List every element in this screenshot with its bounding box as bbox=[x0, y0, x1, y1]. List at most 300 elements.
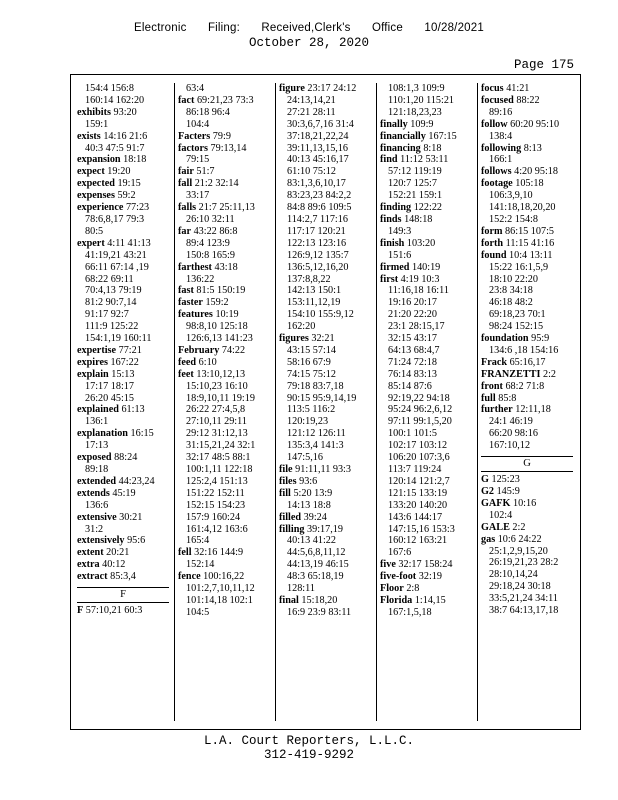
index-word: extra bbox=[77, 559, 100, 571]
page-line-references: 125:23 bbox=[491, 474, 520, 486]
index-continuation-line bbox=[481, 214, 579, 226]
index-continuation-line bbox=[279, 428, 377, 440]
index-word: expect bbox=[77, 166, 105, 178]
index-entry bbox=[481, 119, 579, 131]
index-continuation-line bbox=[178, 500, 276, 512]
index-continuation-line bbox=[279, 404, 377, 416]
page-line-references: 145:9 bbox=[496, 486, 520, 497]
page-line-references: 103:20 bbox=[406, 237, 436, 249]
page-line-references: 167:6 bbox=[388, 547, 412, 559]
page-line-references: 16:9 23:9 83:11 bbox=[287, 606, 352, 618]
page-line-references: 79:9 bbox=[212, 130, 231, 142]
page-line-references: 40:13 41:22 bbox=[287, 535, 336, 547]
page-line-references: 138:4 bbox=[489, 130, 513, 142]
page-line-references: 128:11 bbox=[287, 583, 315, 595]
index-word: financing bbox=[380, 142, 421, 154]
page-line-references: 121:15 133:19 bbox=[388, 487, 448, 499]
index-word: form bbox=[481, 225, 503, 237]
page-line-references: 33:17 bbox=[186, 190, 210, 202]
page-line-references: 11:16,18 16:11 bbox=[388, 285, 449, 297]
index-column-2 bbox=[178, 83, 276, 725]
index-entry bbox=[178, 285, 276, 297]
index-entry bbox=[77, 512, 175, 524]
index-continuation-line bbox=[178, 535, 276, 547]
index-word: F bbox=[77, 605, 84, 617]
index-word: exhibits bbox=[77, 106, 111, 118]
page-line-references: 17:17 18:17 bbox=[85, 380, 134, 392]
index-continuation-line bbox=[279, 500, 377, 512]
index-entry bbox=[481, 474, 579, 486]
index-word: fast bbox=[178, 285, 194, 297]
index-word: full bbox=[481, 392, 496, 404]
index-word: foundation bbox=[481, 333, 529, 345]
page-line-references: 71:24 72:18 bbox=[388, 356, 437, 368]
index-entry bbox=[77, 605, 175, 617]
index-continuation-line bbox=[279, 535, 377, 547]
index-continuation-line bbox=[380, 107, 478, 119]
page-line-references: 26:20 45:15 bbox=[85, 392, 134, 404]
index-word: expert bbox=[77, 237, 105, 249]
index-word: fence bbox=[178, 571, 201, 583]
index-entry bbox=[279, 83, 377, 95]
page-line-references: 97:11 99:1,5,20 bbox=[388, 416, 452, 428]
page-line-references: 20:21 bbox=[106, 547, 130, 559]
index-entry bbox=[481, 333, 579, 345]
page-line-references: 61:10 75:12 bbox=[287, 166, 336, 178]
page-line-references: 79:13,14 bbox=[210, 142, 247, 154]
page-line-references: 11:15 41:16 bbox=[505, 237, 555, 249]
filing-date: 10/28/2021 bbox=[424, 22, 484, 34]
index-continuation-line bbox=[77, 321, 175, 333]
page-line-references: 19:16 20:17 bbox=[388, 297, 437, 309]
index-word: focus bbox=[481, 83, 504, 94]
index-word: feed bbox=[178, 356, 197, 368]
index-entry bbox=[481, 250, 579, 262]
page-line-references: 84:8 89:6 109:5 bbox=[287, 202, 352, 214]
index-entry bbox=[77, 488, 175, 500]
page-line-references: 79:15 bbox=[186, 154, 210, 166]
filing-electronic: Electronic bbox=[134, 22, 187, 34]
page-line-references: 59:2 bbox=[117, 190, 136, 202]
page-line-references: 126:6,13 141:23 bbox=[186, 333, 253, 345]
index-continuation-line bbox=[380, 95, 478, 107]
index-continuation-line bbox=[380, 464, 478, 476]
page-line-references: 85:8 bbox=[498, 392, 517, 404]
index-continuation-line bbox=[380, 297, 478, 309]
index-entry bbox=[178, 226, 276, 238]
index-continuation-line bbox=[77, 119, 175, 131]
index-continuation-line bbox=[279, 416, 377, 428]
page-line-references: 147:15,16 153:3 bbox=[388, 523, 455, 535]
index-continuation-line bbox=[77, 381, 175, 393]
index-word: front bbox=[481, 380, 503, 392]
index-continuation-line bbox=[77, 95, 175, 107]
page-line-references: 37:18,21,22,24 bbox=[287, 130, 349, 142]
index-entry bbox=[178, 202, 276, 214]
page-line-references: 167:15 bbox=[428, 130, 457, 142]
page-line-references: 32:15 43:17 bbox=[388, 333, 437, 345]
index-word: Florida bbox=[380, 594, 413, 606]
page-line-references: 45:19 bbox=[112, 487, 136, 499]
index-column-1 bbox=[77, 83, 175, 725]
index-continuation-line bbox=[77, 500, 175, 512]
page-line-references: 15:22 16:1,5,9 bbox=[489, 261, 549, 273]
index-word: feet bbox=[178, 368, 194, 380]
index-continuation-line bbox=[279, 190, 377, 202]
index-entry bbox=[77, 166, 175, 178]
page-line-references: 18:10 22:20 bbox=[489, 273, 538, 285]
page-line-references: 41:21 bbox=[506, 83, 530, 94]
index-word: expertise bbox=[77, 344, 117, 356]
page-line-references: 10:4 13:11 bbox=[509, 249, 553, 261]
index-word: final bbox=[279, 594, 299, 606]
index-continuation-line bbox=[178, 250, 276, 262]
index-entry bbox=[481, 357, 579, 369]
page-line-references: 28:10,14,24 bbox=[489, 569, 538, 581]
index-continuation-line bbox=[380, 381, 478, 393]
page-line-references: 30:3,6,7,16 31:4 bbox=[287, 118, 354, 130]
page-line-references: 24:1 46:19 bbox=[489, 416, 533, 428]
page-line-references: 120:14 121:2,7 bbox=[388, 475, 450, 487]
index-continuation-line bbox=[380, 547, 478, 559]
index-entry bbox=[481, 83, 579, 95]
page-line-references: 77:21 bbox=[118, 344, 142, 356]
index-word: extended bbox=[77, 475, 117, 487]
index-continuation-line bbox=[77, 83, 175, 95]
page-line-references: 80:5 bbox=[85, 225, 104, 237]
page-line-references: 143:6 144:17 bbox=[388, 511, 443, 523]
index-entry bbox=[481, 166, 579, 178]
page-line-references: 6:10 bbox=[198, 356, 217, 368]
page-line-references: 31:2 bbox=[85, 523, 104, 535]
page-line-references: 41:19,21 43:21 bbox=[85, 249, 147, 261]
index-entry bbox=[178, 357, 276, 369]
page-line-references: 114:2,7 117:16 bbox=[287, 213, 348, 225]
index-entry bbox=[77, 345, 175, 357]
page-line-references: 88:22 bbox=[516, 94, 540, 106]
page-line-references: 136:5,12,16,20 bbox=[287, 261, 349, 273]
index-entry bbox=[380, 559, 478, 571]
page-line-references: 95:24 96:2,6,12 bbox=[388, 404, 453, 416]
index-entry bbox=[481, 226, 579, 238]
page-line-references: 91:11,11 93:3 bbox=[295, 464, 351, 475]
page-line-references: 26:10 32:11 bbox=[186, 213, 235, 225]
page-line-references: 10:19 bbox=[215, 309, 239, 321]
page-line-references: 86:15 107:5 bbox=[505, 225, 555, 237]
index-word: FRANZETTI bbox=[481, 368, 541, 380]
index-continuation-line bbox=[380, 428, 478, 440]
index-entry bbox=[77, 571, 175, 583]
index-continuation-line bbox=[178, 404, 276, 416]
page-line-references: 12:11,18 bbox=[515, 404, 551, 416]
index-entry bbox=[178, 345, 276, 357]
index-continuation-line bbox=[279, 393, 377, 405]
index-continuation-line bbox=[178, 119, 276, 131]
index-word: fall bbox=[178, 178, 193, 190]
page-line-references: 43:18 bbox=[214, 261, 238, 273]
index-entry bbox=[481, 369, 579, 381]
index-word: first bbox=[380, 273, 399, 285]
index-entry bbox=[481, 498, 579, 510]
page-line-references: 17:13 bbox=[85, 440, 109, 452]
index-continuation-line bbox=[481, 190, 579, 202]
index-word: finally bbox=[380, 118, 408, 130]
index-continuation-line bbox=[279, 547, 377, 559]
index-word: footage bbox=[481, 178, 513, 190]
page-line-references: 81:5 150:19 bbox=[196, 285, 246, 297]
page-line-references: 40:12 bbox=[102, 559, 126, 571]
index-word: expected bbox=[77, 178, 115, 190]
index-continuation-line bbox=[77, 214, 175, 226]
page-line-references: 79:18 83:7,18 bbox=[287, 380, 344, 392]
index-entry bbox=[77, 202, 175, 214]
index-entry bbox=[279, 524, 377, 536]
page-line-references: 113:5 116:2 bbox=[287, 404, 336, 416]
index-word: filling bbox=[279, 523, 305, 535]
page-line-references: 39:17,19 bbox=[307, 523, 343, 535]
index-continuation-line bbox=[380, 476, 478, 488]
index-entry bbox=[77, 559, 175, 571]
page-line-references: 121:12 126:11 bbox=[287, 428, 346, 440]
page-line-references: 78:6,8,17 79:3 bbox=[85, 213, 145, 225]
index-entry bbox=[279, 488, 377, 500]
index-word: G bbox=[481, 474, 489, 486]
index-continuation-line bbox=[178, 214, 276, 226]
index-entry bbox=[178, 178, 276, 190]
index-continuation-line bbox=[178, 452, 276, 464]
index-entry bbox=[279, 595, 377, 607]
index-continuation-line bbox=[380, 393, 478, 405]
index-word: factors bbox=[178, 142, 208, 154]
page-line-references: 89:16 bbox=[489, 106, 513, 118]
page-line-references: 61:13 bbox=[121, 404, 145, 416]
page-line-references: 83:1,3,6,10,17 bbox=[287, 178, 346, 190]
index-word: falls bbox=[178, 202, 197, 214]
page-line-references: 136:22 bbox=[186, 273, 215, 285]
page-line-references: 11:12 53:11 bbox=[400, 154, 449, 166]
page-line-references: 23:1 28:15,17 bbox=[388, 321, 445, 333]
page-line-references: 91:17 92:7 bbox=[85, 309, 129, 321]
page-line-references: 21:2 32:14 bbox=[194, 178, 239, 190]
index-word: found bbox=[481, 249, 507, 261]
page-line-references: 165:4 bbox=[186, 535, 210, 547]
index-continuation-line bbox=[481, 131, 579, 143]
page-line-references: 5:20 13:9 bbox=[293, 487, 333, 499]
index-continuation-line bbox=[279, 274, 377, 286]
index-word: faster bbox=[178, 297, 203, 309]
index-continuation-line bbox=[481, 297, 579, 309]
page-line-references: 126:9,12 135:7 bbox=[287, 249, 349, 261]
page-line-references: 160:12 163:21 bbox=[388, 535, 448, 547]
page-line-references: 2:2 bbox=[512, 521, 526, 533]
page-line-references: 29:18,24 30:18 bbox=[489, 581, 551, 593]
page-line-references: 25:1,2,9,15,20 bbox=[489, 545, 548, 557]
index-continuation-line bbox=[178, 428, 276, 440]
index-continuation-line bbox=[178, 464, 276, 476]
index-continuation-line bbox=[178, 333, 276, 345]
index-entry bbox=[77, 357, 175, 369]
index-word: Floor bbox=[380, 583, 404, 595]
page-line-references: 18:18 bbox=[123, 154, 147, 166]
index-continuation-line bbox=[279, 262, 377, 274]
index-entry bbox=[380, 119, 478, 131]
page-line-references: 10:16 bbox=[512, 497, 537, 509]
index-continuation-line bbox=[77, 262, 175, 274]
index-continuation-line bbox=[279, 369, 377, 381]
index-continuation-line bbox=[279, 285, 377, 297]
page-line-references: 68:2 71:8 bbox=[505, 380, 545, 392]
page-line-references: 135:3,4 141:3 bbox=[287, 440, 344, 452]
index-continuation-line bbox=[380, 226, 478, 238]
index-continuation-line bbox=[279, 202, 377, 214]
page-line-references: 117:17 120:21 bbox=[287, 225, 346, 237]
page-line-references: 58:16 67:9 bbox=[287, 356, 331, 368]
index-continuation-line bbox=[380, 488, 478, 500]
page-line-references: 85:14 87:6 bbox=[388, 380, 432, 392]
index-word: Facters bbox=[178, 130, 211, 142]
index-word: expansion bbox=[77, 154, 121, 166]
index-continuation-line bbox=[77, 226, 175, 238]
index-word: five-foot bbox=[380, 571, 417, 583]
page-line-references: 166:1 bbox=[489, 154, 513, 166]
page-line-references: 24:13,14,21 bbox=[287, 94, 336, 106]
index-entry bbox=[178, 95, 276, 107]
page-line-references: 13:10,12,13 bbox=[196, 368, 246, 380]
index-entry bbox=[178, 547, 276, 559]
page-line-references: 15:13 bbox=[111, 368, 135, 380]
index-entry bbox=[279, 476, 377, 488]
index-continuation-line bbox=[279, 583, 377, 595]
page-line-references: 122:22 bbox=[413, 202, 443, 214]
index-continuation-line bbox=[279, 119, 377, 131]
page-line-references: 110:1,20 115:21 bbox=[388, 94, 455, 106]
index-entry bbox=[380, 274, 478, 286]
page-line-references: 100:16,22 bbox=[203, 571, 245, 583]
page-line-references: 19:20 bbox=[107, 166, 131, 178]
index-entry bbox=[178, 166, 276, 178]
index-entry bbox=[279, 333, 377, 345]
index-entry bbox=[481, 381, 579, 393]
index-word: fair bbox=[178, 166, 194, 178]
index-entry bbox=[77, 107, 175, 119]
index-continuation-line bbox=[77, 524, 175, 536]
index-word: Frack bbox=[481, 356, 508, 368]
index-word: far bbox=[178, 225, 192, 237]
index-continuation-line bbox=[77, 250, 175, 262]
index-continuation-line bbox=[481, 605, 579, 617]
page-line-references: 111:9 125:22 bbox=[85, 321, 139, 333]
index-entry bbox=[481, 486, 579, 498]
index-continuation-line bbox=[77, 393, 175, 405]
page-line-references: 63:4 bbox=[186, 83, 205, 94]
page-line-references: 74:22 bbox=[221, 344, 246, 356]
index-entry bbox=[77, 404, 175, 416]
page-line-references: 43:22 86:8 bbox=[193, 225, 238, 237]
index-entry bbox=[380, 238, 478, 250]
page-line-references: 30:21 bbox=[119, 511, 143, 523]
page-line-references: 149:3 bbox=[388, 225, 412, 237]
index-continuation-line bbox=[380, 357, 478, 369]
index-word: exists bbox=[77, 130, 101, 142]
index-entry bbox=[279, 464, 377, 476]
reporter-company: L.A. Court Reporters, L.L.C. bbox=[203, 734, 415, 748]
index-word: GAFK bbox=[481, 497, 511, 509]
index-continuation-line bbox=[279, 571, 377, 583]
page-line-references: 159:1 bbox=[85, 118, 109, 130]
page-line-references: 32:17 48:5 88:1 bbox=[186, 452, 251, 464]
page-line-references: 105:18 bbox=[515, 178, 544, 190]
page-line-references: 66:20 98:16 bbox=[489, 428, 538, 440]
page-line-references: 16:15 bbox=[130, 428, 154, 440]
page-line-references: 88:24 bbox=[114, 452, 138, 464]
index-continuation-line bbox=[279, 321, 377, 333]
page-line-references: 137:8,8,22 bbox=[287, 273, 331, 285]
page-line-references: 101:2,7,10,11,12 bbox=[186, 583, 255, 595]
page-line-references: 23:17 24:12 bbox=[307, 83, 357, 94]
index-word: figure bbox=[279, 83, 305, 94]
index-word: follows bbox=[481, 166, 512, 178]
page-line-references: 152:14 bbox=[186, 559, 215, 571]
page-line-references: 154:10 155:9,12 bbox=[287, 309, 354, 321]
index-continuation-line bbox=[380, 452, 478, 464]
page-line-references: 51:7 bbox=[196, 166, 215, 178]
index-word: filled bbox=[279, 511, 302, 523]
page-line-references: 44:13,19 46:15 bbox=[287, 559, 349, 571]
section-letter-heading: F bbox=[77, 587, 169, 603]
page-line-references: 120:7 125:7 bbox=[388, 178, 437, 190]
index-continuation-line bbox=[481, 557, 579, 569]
page-line-references: 15:10,23 16:10 bbox=[186, 380, 248, 392]
page-line-references: 27:10,11 29:11 bbox=[186, 416, 247, 428]
page-line-references: 98:8,10 125:18 bbox=[186, 321, 248, 333]
page-line-references: 162:20 bbox=[287, 321, 316, 333]
index-entry bbox=[77, 178, 175, 190]
page-line-references: 167:1,5,18 bbox=[388, 606, 432, 618]
index-continuation-line bbox=[481, 285, 579, 297]
page-line-references: 157:9 160:24 bbox=[186, 511, 241, 523]
index-entry bbox=[77, 476, 175, 488]
page-line-references: 153:11,12,19 bbox=[287, 297, 341, 309]
index-continuation-line bbox=[481, 309, 579, 321]
index-word: finds bbox=[380, 213, 402, 225]
page-line-references: 106:3,9,10 bbox=[489, 190, 533, 202]
page-line-references: 65:16,17 bbox=[509, 356, 546, 368]
page-line-references: 109:9 bbox=[410, 118, 434, 130]
index-word: GALE bbox=[481, 521, 510, 533]
index-word: February bbox=[178, 344, 220, 356]
page-line-references: 125:2,4 151:13 bbox=[186, 475, 248, 487]
index-entry bbox=[77, 547, 175, 559]
page-line-references: 74:15 75:12 bbox=[287, 368, 336, 380]
index-continuation-line bbox=[279, 440, 377, 452]
index-continuation-line bbox=[380, 345, 478, 357]
filing-office: Office bbox=[371, 22, 403, 34]
page-line-references: 142:13 150:1 bbox=[287, 285, 342, 297]
page-line-references: 141:18,18,20,20 bbox=[489, 202, 556, 214]
page-line-references: 160:14 162:20 bbox=[85, 94, 145, 106]
index-continuation-line bbox=[481, 569, 579, 581]
index-entry bbox=[77, 428, 175, 440]
index-entry bbox=[178, 262, 276, 274]
index-continuation-line bbox=[481, 581, 579, 593]
filing-received: Received,Clerk's bbox=[261, 22, 351, 34]
page-line-references: 147:5,16 bbox=[287, 452, 323, 464]
index-continuation-line bbox=[380, 190, 478, 202]
page-line-references: 8:13 bbox=[523, 142, 542, 154]
index-entry bbox=[178, 369, 276, 381]
index-word: extent bbox=[77, 547, 104, 559]
index-continuation-line bbox=[178, 274, 276, 286]
